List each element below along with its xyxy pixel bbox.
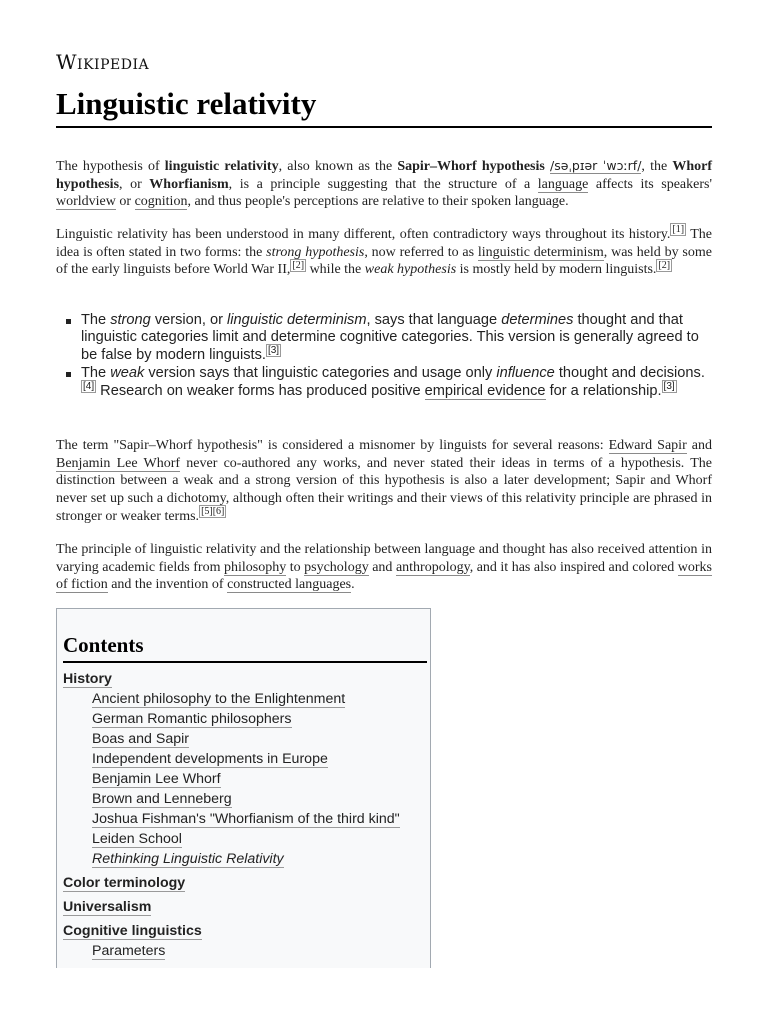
toc-subitem[interactable]: Benjamin Lee Whorf — [92, 771, 221, 787]
fields-paragraph: The principle of linguistic relativity and the relationship between language and thought has also received attention in varying academic fields from philosophy to psychology and anthropology, and it has also inspired and colored works of fiction and the invention of constructed languages. — [56, 542, 713, 593]
toc-subitem[interactable]: Joshua Fishman's "Whorfianism of the third kind" — [92, 811, 400, 827]
toc-subitem[interactable]: German Romantic philosophers — [92, 711, 292, 727]
toc-divider — [63, 661, 427, 663]
title-divider — [56, 126, 712, 128]
reference-5-6[interactable]: [5][6] — [201, 506, 225, 518]
reference-3[interactable]: [3] — [267, 344, 280, 356]
link-benjamin-lee-whorf[interactable]: Benjamin Lee Whorf — [56, 455, 181, 471]
toc-list — [63, 669, 400, 961]
reference-1[interactable]: [1] — [672, 224, 685, 236]
toc-item-universalism[interactable]: Universalism — [63, 899, 152, 915]
toc-item-history[interactable]: History — [63, 671, 112, 687]
link-constructed-languages[interactable]: constructed languages — [227, 577, 352, 593]
toc-subitem[interactable]: Parameters — [92, 943, 166, 959]
link-philosophy[interactable]: philosophy — [223, 559, 287, 575]
ipa-pronunciation-link[interactable]: /səˌpɪər ˈwɔːrf/ — [550, 158, 642, 173]
link-works-of-fiction[interactable]: works of fiction — [56, 559, 713, 593]
toc-item-cognitive-linguistics[interactable]: Cognitive linguistics — [63, 923, 202, 939]
list-item-strong-version: The strong version, or linguistic determinism, says that language determines thought and that linguistic categories limit and determine cognitive categories. This version is generally agreed to be false by modern linguists. [3] — [56, 312, 712, 364]
reference-4[interactable]: [4] — [83, 380, 95, 392]
link-cognition[interactable]: cognition — [134, 194, 188, 210]
toc-subitem[interactable]: Independent developments in Europe — [92, 751, 328, 767]
link-edward-sapir[interactable]: Edward Sapir — [608, 438, 687, 453]
toc-subitem[interactable]: Boas and Sapir — [92, 731, 190, 747]
reference-2[interactable]: [2] — [292, 259, 305, 271]
hypothesis-versions-list — [56, 312, 712, 401]
reference-3b[interactable]: [3] — [663, 380, 675, 392]
toc-title: Contents — [63, 633, 144, 657]
toc-subitem[interactable]: Brown and Lenneberg — [92, 791, 232, 807]
link-language[interactable]: language — [537, 176, 589, 192]
list-item-weak-version: The weak version says that linguistic categories and usage only influence thought and decisions.[4] Research on weaker forms has produced positive empirical evidence for a relationship. [3] — [56, 365, 712, 400]
intro-paragraph-2: Linguistic relativity has been understood in many different, often contradictory ways throughout its history. [1] The idea is often stated in two forms: the strong hypothesis, now referred to as linguistic determinism, was held by some of the early linguists before World War II, [2] while the weak hypothesis is mostly held by modern linguists. [2] — [56, 224, 713, 278]
link-anthropology[interactable]: anthropology — [395, 559, 470, 575]
toc-subitem[interactable]: Rethinking Linguistic Relativity — [92, 851, 284, 867]
page-title: Linguistic relativity — [56, 86, 317, 121]
intro-paragraph-1: The hypothesis of linguistic relativity, also known as the Sapir–Whorf hypothesis /səˌpɪər ˈwɔːrf/, the Whorf hypothesis, or Whorfianism, is a principle suggesting that the structure of a language affects its speakers' worldview or cognition, and thus people's perceptions are relative to their spoken language. — [56, 158, 713, 210]
misnomer-paragraph: The term "Sapir–Whorf hypothesis" is considered a misnomer by linguists for several reasons: Edward Sapir and Benjamin Lee Whorf never co-authored any works, and never stated their ideas in terms of a hypothesis. The distinction between a weak and a strong version of this hypothesis is also a later development; Sapir and Whorf never set up such a dichotomy, although often their writings and their views of this relativity principle are phrased in stronger or weaker terms. [5][6] — [56, 438, 713, 524]
toc-subitem[interactable]: Leiden School — [92, 831, 182, 847]
wordmark-text: Wikipedia — [56, 50, 150, 74]
toc-item-color-terminology[interactable]: Color terminology — [63, 875, 186, 891]
link-psychology[interactable]: psychology — [304, 559, 369, 575]
reference-2b[interactable]: [2] — [658, 259, 671, 271]
wikipedia-wordmark[interactable] — [56, 50, 149, 74]
toc-subitem[interactable]: Ancient philosophy to the Enlightenment — [92, 691, 346, 707]
link-linguistic-determinism[interactable]: linguistic determinism — [477, 244, 604, 260]
link-worldview[interactable]: worldview — [56, 194, 116, 210]
table-of-contents — [56, 608, 431, 968]
link-empirical-evidence[interactable]: empirical evidence — [424, 382, 546, 399]
